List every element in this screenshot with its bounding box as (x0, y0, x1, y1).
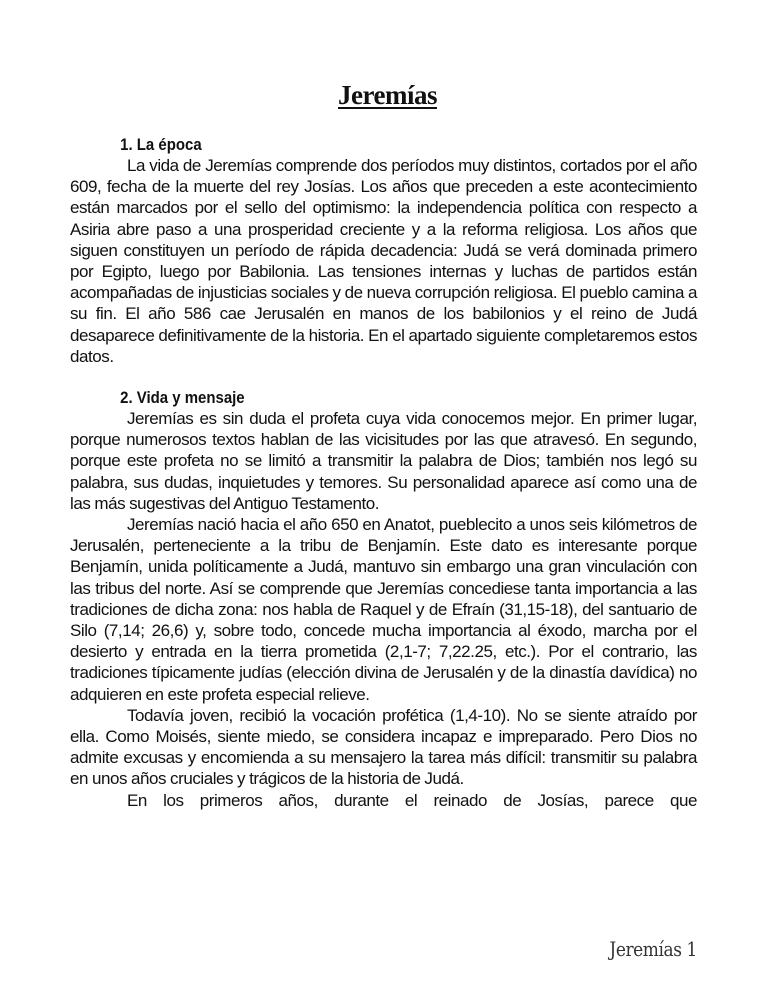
paragraph: Todavía joven, recibió la vocación profética (1,4-10). No se siente atraído por ella. Como Moisés, siente miedo, se considera incapaz e impreparado. Pero Dios no admite excusas y encomienda a su mensajero la tarea más difícil: transmitir su palabra en unos años cruciales y trágicos de la historia de Judá. (70, 705, 697, 789)
section-la-epoca (70, 134, 697, 367)
section-heading: 1. La época (120, 135, 202, 154)
section-heading: 2. Vida y mensaje (120, 388, 245, 408)
document-page (70, 78, 697, 831)
paragraph: En los primeros años, durante el reinado de Josías, parece que (127, 790, 697, 810)
document-title: Jeremías (338, 80, 437, 110)
paragraph: La vida de Jeremías comprende dos períodos muy distintos, cortados por el año 609, fecha de la muerte del rey Josías. Los años que preceden a este acontecimiento están marcados por el sello del optimismo: la independencia política con respecto a Asiria abre paso a una prosperidad creciente y a la reforma religiosa. Los años que siguen constituyen un período de rápida decadencia: Judá se verá dominada primero por Egipto, luego por Babilonia. Las tensiones internas y luchas de partidos están acompañadas de injusticias sociales y de nueva corrupción religiosa. El pueblo camina a su fin. El año 586 cae Jerusalén en manos de los babilonios y el reino de Judá desaparece definitivamente de la historia. En el apartado siguiente completaremos estos datos. (70, 156, 697, 366)
page-footer: Jeremías 1 (609, 937, 697, 961)
section-vida-y-mensaje (70, 387, 697, 811)
paragraph: Jeremías nació hacia el año 650 en Anatot, pueblecito a unos seis kilómetros de Jerusalén, perteneciente a la tribu de Benjamín. Este dato es interesante porque Benjamín, unida políticamente a Judá, mantuvo sin embargo una gran vinculación con las tribus del norte. Así se comprende que Jeremías concediese tanta importancia a las tradiciones de dicha zona: nos habla de Raquel y de Efraín (31,15-18), del santuario de Silo (7,14; 26,6) y, sobre todo, concede mucha importancia al éxodo, marcha por el desierto y entrada en la tierra prometida (2,1-7; 7,22.25, etc.). Por el contrario, las tradiciones típicamente judías (elección divina de Jerusalén y de la dinastía davídica) no adquieren en este profeta especial relieve. (70, 515, 697, 704)
paragraph: Jeremías es sin duda el profeta cuya vida conocemos mejor. En primer lugar, porque numerosos textos hablan de las vicisitudes por las que atravesó. En segundo, porque este profeta no se limitó a transmitir la palabra de Dios; también nos legó su palabra, sus dudas, inquietudes y temores. Su personalidad aparece así como una de las más sugestivas del Antiguo Testamento. (70, 409, 697, 513)
